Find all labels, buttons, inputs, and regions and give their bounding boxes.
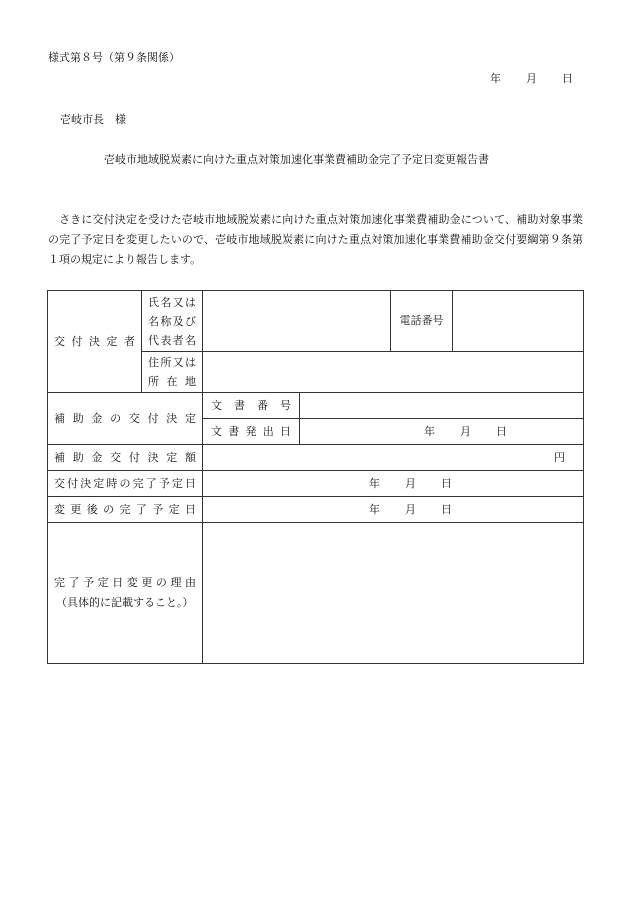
- reason-label-line2: （具体的に記載すること。）: [56, 596, 194, 609]
- name-label-line: 代表者名: [148, 333, 196, 347]
- name-label: [142, 291, 203, 352]
- changed-date-day: 日: [441, 502, 452, 516]
- original-date-year: 年: [369, 476, 380, 490]
- name-label-line: 氏名又は: [148, 295, 196, 309]
- reason-label: [48, 523, 203, 664]
- address-label-line: 所在地: [148, 375, 196, 388]
- amount-field[interactable]: [203, 445, 584, 471]
- changed-date-label: 変更後の完了予定日: [48, 497, 203, 523]
- issue-date-year: 年: [424, 424, 435, 438]
- original-date-field[interactable]: [203, 471, 584, 497]
- reason-label-line1: 完了予定日変更の理由: [54, 576, 196, 589]
- original-date-month: 月: [405, 476, 416, 490]
- address-field[interactable]: [203, 352, 584, 393]
- address-label: [142, 352, 203, 393]
- name-field[interactable]: [203, 291, 391, 352]
- form-number: 様式第８号（第９条関係）: [48, 51, 180, 64]
- document-title: 壱岐市地域脱炭素に向けた重点対策加速化事業費補助金完了予定日変更報告書: [104, 153, 489, 166]
- date-day-label: 日: [562, 72, 573, 85]
- table-row: [48, 497, 584, 523]
- table-row: [48, 471, 584, 497]
- address-label-line: 住所又は: [148, 356, 196, 369]
- issue-date-day: 日: [496, 424, 507, 438]
- changed-date-field[interactable]: [203, 497, 584, 523]
- reason-field[interactable]: [203, 523, 584, 664]
- amount-label: 補助金交付決定額: [48, 445, 203, 471]
- issue-date-field[interactable]: [300, 419, 584, 445]
- report-form-table: [47, 290, 584, 664]
- grantee-label: 交付決定者: [48, 291, 142, 393]
- issue-date-month: 月: [460, 424, 471, 438]
- table-row: [48, 523, 584, 664]
- amount-unit: 円: [554, 450, 565, 464]
- table-row: [48, 445, 584, 471]
- body-paragraph: さきに交付決定を受けた壱岐市地域脱炭素に向けた重点対策加速化事業費補助金について、補助対象事業の完了予定日を変更したいので、壱岐市地域脱炭素に向けた重点対策加速化事業費補助金交付要綱第９条第１項の規定により報告します。: [48, 213, 583, 266]
- changed-date-year: 年: [369, 502, 380, 516]
- doc-number-label: 文書番号: [203, 393, 300, 419]
- changed-date-month: 月: [405, 502, 416, 516]
- name-label-line: 名称及び: [148, 314, 196, 328]
- table-row: [48, 291, 584, 352]
- issue-date-label: 文書発出日: [203, 419, 300, 445]
- table-row: [48, 393, 584, 419]
- date-year-label: 年: [490, 72, 501, 85]
- date-month-label: 月: [526, 72, 537, 85]
- addressee: 壱岐市長 様: [60, 113, 126, 126]
- phone-field[interactable]: [453, 291, 584, 352]
- phone-label: 電話番号: [391, 291, 453, 352]
- doc-number-field[interactable]: [300, 393, 584, 419]
- original-date-label: 交付決定時の完了予定日: [48, 471, 203, 497]
- original-date-day: 日: [441, 476, 452, 490]
- decision-label: 補助金の交付決定: [48, 393, 203, 445]
